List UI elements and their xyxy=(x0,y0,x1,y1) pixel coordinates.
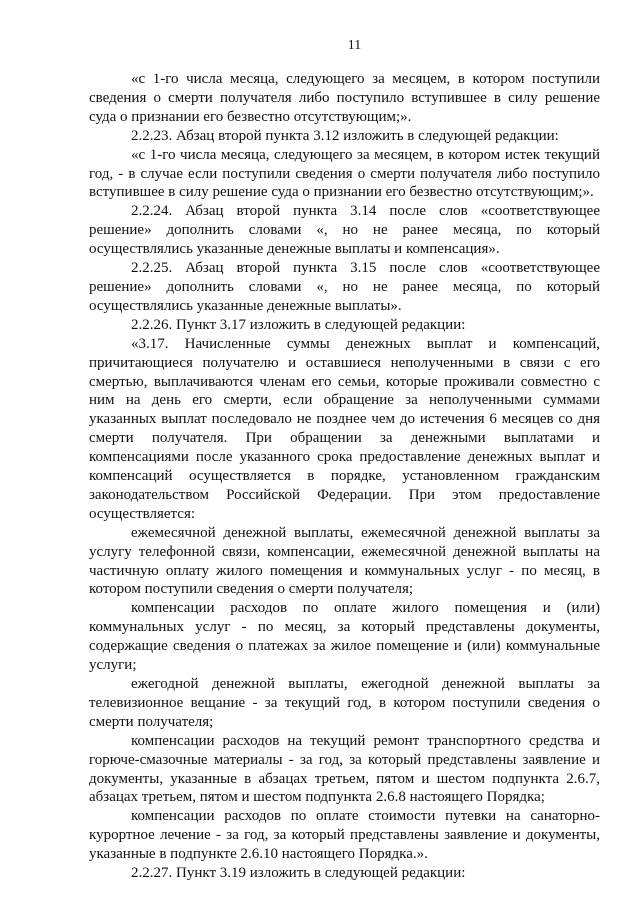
paragraph-1: «с 1-го числа месяца, следующего за месяцем, в котором поступили сведения о смерти получателя либо поступило вступившее в силу решение суда о признании его безвестно отсутствующим;». xyxy=(89,71,600,125)
paragraph-10: ежегодной денежной выплаты, ежегодной денежной выплаты за телевизионное вещание - за текущий год, в котором поступили сведения о смерти получателя; xyxy=(89,676,600,730)
paragraph-13: 2.2.27. Пункт 3.19 изложить в следующей редакции: xyxy=(131,865,466,882)
paragraph-12: компенсации расходов по оплате стоимости путевки на санаторно-курортное лечение - за год, за который представлены заявление и документы, указанные в подпункте 2.6.10 настоящего Порядка.». xyxy=(89,808,600,863)
paragraph-8: ежемесячной денежной выплаты, ежемесячной денежной выплаты за услугу телефонной связи, компенсации, ежемесячной денежной выплаты на частичную оплату жилого помещения и коммунальных услуг - по месяц, в котором поступили сведения о смерти получателя; xyxy=(89,524,600,598)
paragraph-5: 2.2.25. Абзац второй пункта 3.15 после слов «соответствующее решение» дополнить словами «, но не ранее месяца, по который осуществлялись указанные денежные выплаты». xyxy=(89,260,600,314)
page-number: 11 xyxy=(347,38,362,53)
paragraph-7: «3.17. Начисленные суммы денежных выплат и компенсаций, причитающиеся получателю и оставшиеся неполученными в связи с его смертью, выплачиваются членам его семьи, которые проживали совместно с ним на день его смерти, если обращение за неполученными суммами указанных выплат последовало не позднее чем до истечения 6 месяцев со дня смерти получателя. При обращении за денежными выплатами и компенсациями после указанного срока предоставление денежных выплат и компенсаций осуществляется в порядке, установленном гражданским законодательством Российской Федерации. При этом предоставление осуществляется: xyxy=(89,335,600,522)
paragraph-6: 2.2.26. Пункт 3.17 изложить в следующей редакции: xyxy=(131,316,466,333)
paragraph-11: компенсации расходов на текущий ремонт транспортного средства и горюче-смазочные материалы - за год, за который представлены заявление и документы, указанные в абзацах третьем, пятом и шестом подпункта 2.6.7, абзацах третьем, пятом и шестом подпункта 2.6.8 настоящего Порядка; xyxy=(89,732,600,806)
paragraph-4: 2.2.24. Абзац второй пункта 3.14 после слов «соответствующее решение» дополнить словами «, но не ранее месяца, по который осуществлялись указанные денежные выплаты и компенсация». xyxy=(89,203,600,258)
paragraph-3: «с 1-го числа месяца, следующего за месяцем, в котором истек текущий год, - в случае если поступили сведения о смерти получателя либо поступило вступившее в силу решение суда о признании его безвестно отсутствующим;». xyxy=(89,146,600,201)
paragraph-2: 2.2.23. Абзац второй пункта 3.12 изложить в следующей редакции: xyxy=(131,127,559,144)
paragraph-9: компенсации расходов по оплате жилого помещения и (или) коммунальных услуг - по месяц, за который представлены документы, содержащие сведения о платежах за жилое помещение и (или) коммунальные услуги; xyxy=(89,600,600,674)
